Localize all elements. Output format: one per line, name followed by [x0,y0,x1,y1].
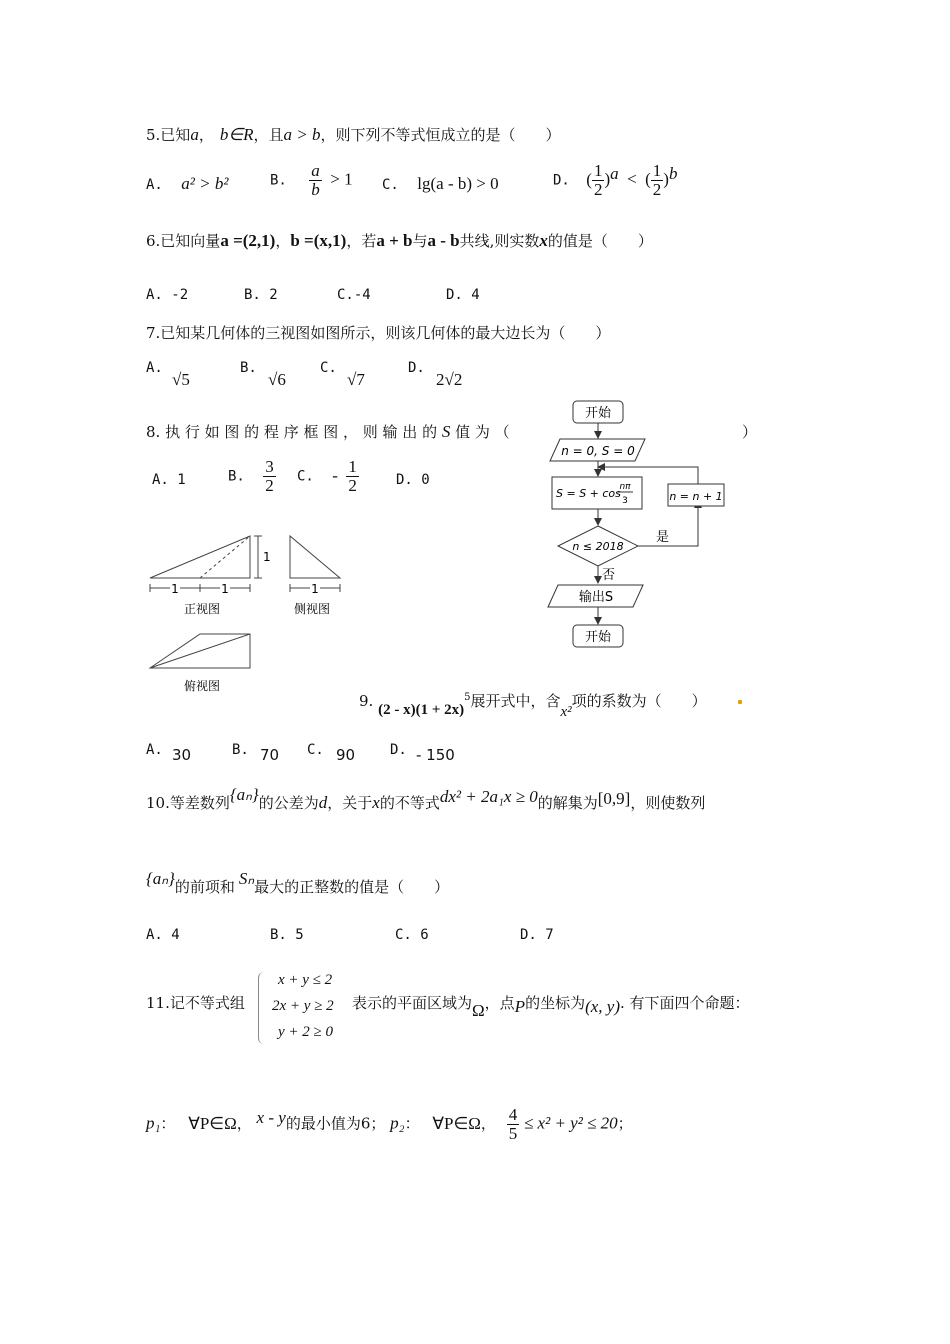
q7-option-c-label: C. [320,360,337,376]
q8-stem-close: ） [742,423,758,441]
q9-option-a-label: A. [146,742,163,758]
flow-process-num: nπ [619,482,631,492]
q6-option-a: A. -2 [146,287,189,303]
flow-no-label: 否 [602,568,616,583]
side-dim: 1 [311,582,319,596]
q9-option-b-value: 70 [260,746,280,764]
q9-option-d-label: D. [390,742,407,758]
flow-increment-text: n = n + 1 [669,490,723,503]
front-view-label: 正视图 [183,602,221,616]
flow-yes-label: 是 [656,530,670,545]
q6-option-b: B. 2 [244,287,278,303]
top-view-label: 俯视图 [183,679,221,693]
q9-option-c-value: 90 [336,746,356,764]
q5-option-c: C. lg(a - b) > 0 [382,174,499,193]
q10-stem-line1: 10.等差数列{aₙ}的公差为d，关于x的不等式dx² + 2a₁x ≥ 0的解集为[0,9]，则使数列 [146,785,706,812]
q5-option-a: A. a² > b² [146,174,229,193]
q11-stem-pre: 11.记不等式组 [146,994,245,1012]
q11-ineq-1: x + y ≤ 2 [278,972,333,988]
q7-option-c-value: √7 [347,370,365,389]
q7-option-b-label: B. [240,360,257,376]
front-dim-height: 1 [263,550,271,564]
q11-stem-post: 表示的平面区域为Ω，点P的坐标为(x, y). 有下面四个命题： [352,994,750,1020]
three-views-figure [140,528,350,698]
q6-stem: 6.已知向量a =(2,1)，b =(x,1)，若a + b与a - b共线,则实数x的值是（ ） [146,231,653,250]
q7-stem: 7.已知某几何体的三视图如图所示，则该几何体的最大边长为（ ） [146,324,611,342]
q6-option-c: C.-4 [337,287,371,303]
q9-option-b-label: B. [232,742,249,758]
q11-propositions: p₁： ∀P∈Ω， x - y的最小值为6； p₂： ∀P∈Ω， $\frac{4}{5}$ ≤ x² + y² ≤ 20； [146,1105,633,1143]
side-view-shape [290,536,340,578]
q7-option-a-label: A. [146,360,163,376]
q8-option-d: D. 0 [396,472,430,488]
q5-option-d: D. ( $\frac{1}{2}$ )$^a$ < ( $\frac{1}{2}$ )$^b$ [553,161,678,199]
q9-option-c-label: C. [307,742,324,758]
q8-option-a: A. 1 [152,472,186,488]
q5-stem: 5.已知a， b∈R，且a > b，则下列不等式恒成立的是（ ） [146,125,561,144]
flow-end-text: 开始 [584,630,612,645]
q11-ineq-2: 2x + y ≥ 2 [272,998,334,1014]
q10-option-a: A. 4 [146,927,180,943]
flow-process-den: 3 [622,496,628,506]
q9-option-a-value: 30 [172,746,192,764]
q10-option-c: C. 6 [395,927,429,943]
q10-option-d: D. 7 [520,927,554,943]
flow-decision-text: n ≤ 2018 [572,540,624,553]
flow-output-text: 输出S [578,590,614,605]
side-view-label: 侧视图 [293,602,331,616]
flowchart [540,395,740,657]
q8-option-b: B. $\frac{3}{2}$ [228,457,274,495]
flow-start-text: 开始 [584,406,612,421]
q5-option-b: B. $\frac{a}{b}$ > 1 [270,161,353,199]
front-dim-right: 1 [221,582,229,596]
front-dim-left: 1 [171,582,179,596]
q7-option-a-value: √5 [172,370,190,389]
q6-option-d: D. 4 [446,287,480,303]
q9-stem: 9. $(2 - x)(1 + 2x)^5$展开式中，含x²项的系数为（ ） [359,692,707,720]
yellow-dot-mark [738,700,742,704]
flow-process-text: S = S + cos [556,487,621,500]
front-view-shape [150,536,250,578]
flow-init-text: n = 0, S = 0 [561,444,635,458]
q8-option-c: C. - $\frac{1}{2}$ [297,457,357,495]
q10-stem-line2: {aₙ}的前项和 Sₙ最大的正整数的值是（ ） [146,869,450,896]
q7-option-d-value: 2√2 [436,370,463,389]
q9-option-d-value: - 150 [416,746,455,764]
q10-option-b: B. 5 [270,927,304,943]
q7-option-b-value: √6 [268,370,286,389]
q7-option-d-label: D. [408,360,425,376]
q11-brace [258,972,267,1044]
q11-ineq-3: y + 2 ≥ 0 [278,1024,334,1040]
q8-stem: 8. 执 行 如 图 的 程 序 框 图 ， 则 输 出 的 S 值 为 （ [146,422,510,441]
